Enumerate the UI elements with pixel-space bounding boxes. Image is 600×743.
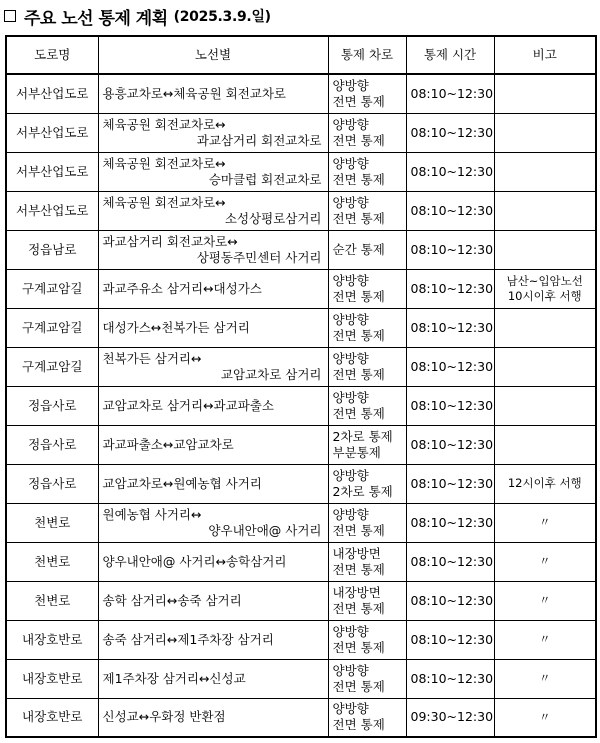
control-time-cell <box>406 698 494 737</box>
road-name-cell-line: 천변로 <box>34 592 71 608</box>
lane-control-cell <box>328 464 406 503</box>
route-cell-line: 체육공원 회전교차로↔ <box>102 155 226 171</box>
lane-control-cell-line: 전면 통제 <box>332 717 385 733</box>
note-cell-line: 12시이후 서행 <box>507 476 582 490</box>
control-time-cell-line: 08:10~12:30 <box>410 85 494 101</box>
route-cell <box>98 425 328 464</box>
road-name-cell-line: 정읍사로 <box>28 436 77 452</box>
control-time-cell-line: 08:10~12:30 <box>410 397 494 413</box>
note-cell <box>494 152 596 191</box>
table-row <box>6 542 596 581</box>
table-row <box>6 308 596 347</box>
road-name-cell <box>6 152 98 191</box>
route-cell-line: 교암교차로 삼거리 <box>220 366 322 382</box>
lane-control-cell-line: 전면 통제 <box>332 561 385 577</box>
control-time-cell-line: 08:10~12:30 <box>410 553 494 569</box>
lane-control-cell <box>328 659 406 698</box>
route-cell <box>98 659 328 698</box>
note-cell <box>494 113 596 152</box>
control-time-cell <box>406 269 494 308</box>
header-note: 비고 <box>494 36 596 74</box>
lane-control-cell-line: 양방향 <box>332 701 369 717</box>
route-cell <box>98 620 328 659</box>
road-name-cell <box>6 230 98 269</box>
header-road: 도로명 <box>6 36 98 74</box>
route-cell-line: 과교주유소 삼거리↔대성가스 <box>102 280 262 296</box>
control-time-cell <box>406 620 494 659</box>
road-name-cell <box>6 464 98 503</box>
control-time-cell <box>406 74 494 113</box>
lane-control-cell <box>328 581 406 620</box>
road-name-cell-line: 서부산업도로 <box>16 85 89 101</box>
lane-control-cell <box>328 542 406 581</box>
road-name-cell-line: 서부산업도로 <box>16 202 89 218</box>
road-name-cell <box>6 659 98 698</box>
lane-control-cell-line: 양방향 <box>332 77 369 93</box>
route-cell <box>98 230 328 269</box>
control-time-cell <box>406 152 494 191</box>
lane-control-cell-line: 전면 통제 <box>332 366 385 382</box>
lane-control-cell-line: 전면 통제 <box>332 522 385 538</box>
route-cell-line: 과교삼거리 회전교차로 <box>196 132 322 148</box>
lane-control-cell-line: 내장방면 <box>332 584 381 600</box>
table-row <box>6 581 596 620</box>
note-cell-line: 〃 <box>539 515 551 529</box>
road-name-cell <box>6 269 98 308</box>
route-cell-line: 교암교차로 삼거리↔과교파출소 <box>102 397 274 413</box>
lane-control-cell <box>328 503 406 542</box>
table-row <box>6 191 596 230</box>
note-cell-line: 〃 <box>539 554 551 568</box>
table-row <box>6 503 596 542</box>
control-time-cell <box>406 191 494 230</box>
control-time-cell-line: 08:10~12:30 <box>410 319 494 335</box>
lane-control-cell-line: 전면 통제 <box>332 132 385 148</box>
route-cell <box>98 698 328 737</box>
lane-control-cell-line: 순간 통제 <box>332 241 385 257</box>
route-cell <box>98 152 328 191</box>
control-time-cell <box>406 542 494 581</box>
control-time-cell <box>406 113 494 152</box>
road-name-cell-line: 구계교암길 <box>22 280 83 296</box>
lane-control-cell-line: 전면 통제 <box>332 288 385 304</box>
lane-control-cell-line: 전면 통제 <box>332 639 385 655</box>
lane-control-cell <box>328 152 406 191</box>
table-row <box>6 386 596 425</box>
route-cell <box>98 386 328 425</box>
route-cell-line: 체육공원 회전교차로↔ <box>102 194 226 210</box>
road-name-cell <box>6 386 98 425</box>
lane-control-cell-line: 2차로 통제 <box>332 428 393 444</box>
road-name-cell-line: 구계교암길 <box>22 319 83 335</box>
lane-control-cell-line: 양방향 <box>332 155 369 171</box>
lane-control-cell-line: 양방향 <box>332 272 369 288</box>
lane-control-cell-line: 양방향 <box>332 116 369 132</box>
note-cell <box>494 191 596 230</box>
lane-control-cell-line: 전면 통제 <box>332 93 385 109</box>
lane-control-cell-line: 부분통제 <box>332 444 381 460</box>
control-time-cell-line: 08:10~12:30 <box>410 241 494 257</box>
control-time-cell <box>406 347 494 386</box>
header-lane: 통제 차로 <box>328 36 406 74</box>
route-cell-line: 과교파출소↔교암교차로 <box>102 436 234 452</box>
route-cell-line: 양우내안애@ 사거리↔송학삼거리 <box>102 553 287 569</box>
control-time-cell-line: 08:10~12:30 <box>410 670 494 686</box>
lane-control-cell <box>328 620 406 659</box>
route-cell-line: 용흥교차로↔체육공원 회전교차로 <box>102 85 286 101</box>
control-time-cell <box>406 581 494 620</box>
lane-control-cell <box>328 425 406 464</box>
table-row <box>6 698 596 737</box>
road-name-cell-line: 내장호반로 <box>22 670 83 686</box>
control-time-cell-line: 08:10~12:30 <box>410 202 494 218</box>
road-name-cell-line: 구계교암길 <box>22 358 83 374</box>
route-cell-line: 양우내안애@ 사거리 <box>208 522 322 538</box>
lane-control-cell-line: 전면 통제 <box>332 327 385 343</box>
lane-control-cell-line: 전면 통제 <box>332 210 385 226</box>
lane-control-cell-line: 양방향 <box>332 623 369 639</box>
road-name-cell <box>6 620 98 659</box>
road-name-cell <box>6 113 98 152</box>
road-name-cell-line: 정읍사로 <box>28 397 77 413</box>
control-time-cell-line: 08:10~12:30 <box>410 358 494 374</box>
route-cell-line: 상평동주민센터 사거리 <box>196 249 322 265</box>
route-cell-line: 제1주차장 삼거리↔신성교 <box>102 670 246 686</box>
table-row <box>6 464 596 503</box>
table-row <box>6 425 596 464</box>
control-time-cell-line: 08:10~12:30 <box>410 592 494 608</box>
road-name-cell-line: 서부산업도로 <box>16 163 89 179</box>
traffic-control-table <box>5 35 597 738</box>
route-cell-line: 승마클럽 회전교차로 <box>208 171 322 187</box>
route-cell <box>98 269 328 308</box>
route-cell-line: 송죽 삼거리↔제1주차장 삼거리 <box>102 631 274 647</box>
road-name-cell <box>6 191 98 230</box>
control-time-cell-line: 08:10~12:30 <box>410 631 494 647</box>
lane-control-cell-line: 전면 통제 <box>332 405 385 421</box>
lane-control-cell <box>328 269 406 308</box>
route-cell <box>98 503 328 542</box>
route-cell-line: 소성상평로삼거리 <box>224 210 322 226</box>
lane-control-cell-line: 양방향 <box>332 506 369 522</box>
title-date: (2025.3.9.일) <box>173 9 271 25</box>
road-name-cell-line: 천변로 <box>34 553 71 569</box>
control-time-cell-line: 08:10~12:30 <box>410 436 494 452</box>
control-time-cell <box>406 659 494 698</box>
route-cell <box>98 113 328 152</box>
route-cell-line: 체육공원 회전교차로↔ <box>102 116 226 132</box>
lane-control-cell-line: 전면 통제 <box>332 600 385 616</box>
lane-control-cell <box>328 698 406 737</box>
control-time-cell-line: 08:10~12:30 <box>410 124 494 140</box>
road-name-cell <box>6 425 98 464</box>
road-name-cell <box>6 347 98 386</box>
lane-control-cell <box>328 74 406 113</box>
note-cell <box>494 269 596 308</box>
road-name-cell <box>6 74 98 113</box>
table-row <box>6 74 596 113</box>
lane-control-cell <box>328 230 406 269</box>
route-cell-line: 송학 삼거리↔송죽 삼거리 <box>102 592 242 608</box>
lane-control-cell-line: 양방향 <box>332 194 369 210</box>
road-name-cell-line: 정읍남로 <box>28 241 77 257</box>
table-row <box>6 269 596 308</box>
route-cell-line: 신성교↔우화정 반환점 <box>102 709 226 725</box>
lane-control-cell <box>328 347 406 386</box>
control-time-cell <box>406 230 494 269</box>
route-cell <box>98 74 328 113</box>
road-name-cell-line: 내장호반로 <box>22 631 83 647</box>
table-row <box>6 230 596 269</box>
header-route: 노선별 <box>98 36 328 74</box>
control-time-cell-line: 08:10~12:30 <box>410 280 494 296</box>
lane-control-cell <box>328 113 406 152</box>
road-name-cell-line: 정읍사로 <box>28 475 77 491</box>
road-name-cell <box>6 698 98 737</box>
header-time: 통제 시간 <box>406 36 494 74</box>
table-row <box>6 659 596 698</box>
table-header-row <box>6 36 596 74</box>
road-name-cell-line: 서부산업도로 <box>16 124 89 140</box>
route-cell <box>98 542 328 581</box>
route-cell <box>98 191 328 230</box>
lane-control-cell-line: 양방향 <box>332 311 369 327</box>
route-cell-line: 대성가스↔천복가든 삼거리 <box>102 319 250 335</box>
route-cell <box>98 347 328 386</box>
title-main: 주요 노선 통제 계획 <box>24 8 168 29</box>
route-cell-line: 천복가든 삼거리↔ <box>102 350 202 366</box>
lane-control-cell-line: 2차로 통제 <box>332 483 393 499</box>
note-cell-line: 〃 <box>539 709 551 724</box>
note-cell <box>494 308 596 347</box>
route-cell <box>98 308 328 347</box>
control-time-cell <box>406 425 494 464</box>
control-time-cell <box>406 464 494 503</box>
note-cell <box>494 347 596 386</box>
lane-control-cell-line: 전면 통제 <box>332 678 385 694</box>
road-name-cell <box>6 503 98 542</box>
lane-control-cell <box>328 386 406 425</box>
road-name-cell-line: 천변로 <box>34 514 71 530</box>
route-cell <box>98 464 328 503</box>
table-row <box>6 113 596 152</box>
note-cell-line: 남산~입암노선 <box>506 273 583 288</box>
control-time-cell-line: 08:10~12:30 <box>410 163 494 179</box>
lane-control-cell <box>328 308 406 347</box>
note-cell <box>494 230 596 269</box>
lane-control-cell-line: 양방향 <box>332 662 369 678</box>
table-row <box>6 152 596 191</box>
note-cell <box>494 503 596 542</box>
road-name-cell-line: 내장호반로 <box>22 709 83 725</box>
note-cell <box>494 74 596 113</box>
control-time-cell <box>406 308 494 347</box>
control-time-cell <box>406 386 494 425</box>
table-row <box>6 347 596 386</box>
checkbox-square-icon <box>4 10 16 22</box>
note-cell-line: 〃 <box>539 593 551 607</box>
note-cell <box>494 659 596 698</box>
lane-control-cell-line: 양방향 <box>332 350 369 366</box>
road-name-cell <box>6 581 98 620</box>
route-cell-line: 과교삼거리 회전교차로↔ <box>102 233 238 249</box>
table-row <box>6 620 596 659</box>
road-name-cell <box>6 308 98 347</box>
control-time-cell-line: 09:30~12:30 <box>410 709 494 725</box>
document-title <box>4 3 271 29</box>
note-cell <box>494 386 596 425</box>
road-name-cell <box>6 542 98 581</box>
route-cell <box>98 581 328 620</box>
note-cell <box>494 620 596 659</box>
lane-control-cell-line: 전면 통제 <box>332 171 385 187</box>
route-cell-line: 원예농협 사거리↔ <box>102 506 202 522</box>
note-cell <box>494 581 596 620</box>
note-cell <box>494 425 596 464</box>
note-cell-line: 10시이후 서행 <box>507 288 582 303</box>
note-cell <box>494 542 596 581</box>
lane-control-cell-line: 양방향 <box>332 389 369 405</box>
note-cell-line: 〃 <box>539 671 551 685</box>
note-cell-line: 〃 <box>539 632 551 646</box>
control-time-cell-line: 08:10~12:30 <box>410 475 494 491</box>
lane-control-cell-line: 내장방면 <box>332 545 381 561</box>
note-cell <box>494 464 596 503</box>
note-cell <box>494 698 596 737</box>
lane-control-cell <box>328 191 406 230</box>
control-time-cell-line: 08:10~12:30 <box>410 514 494 530</box>
control-time-cell <box>406 503 494 542</box>
route-cell-line: 교암교차로↔원예농협 사거리 <box>102 475 262 491</box>
lane-control-cell-line: 양방향 <box>332 467 369 483</box>
